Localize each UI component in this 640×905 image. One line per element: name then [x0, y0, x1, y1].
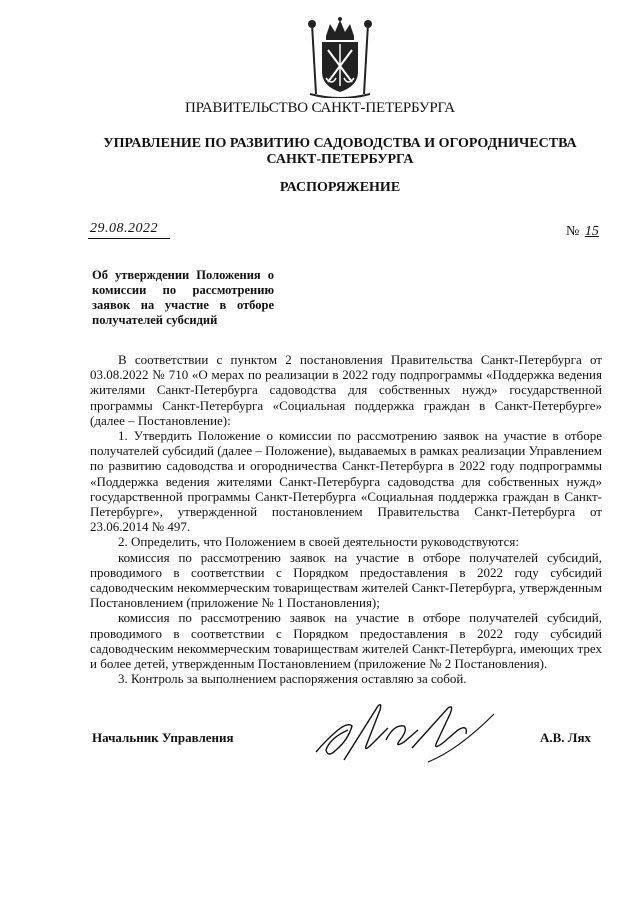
number-label: № [566, 224, 580, 239]
body-paragraph: 1. Утвердить Положение о комиссии по рассмотрению заявок на участие в отборе получателей субсидий (далее – Положение), выдаваемых в рамках реализации Управлением по развитию садоводства и огородничества Санкт-Петербурга в 2022 году подпрограммы «Поддержка ведения жителями Санкт-Петербурга садоводства для собственных нужд» государственной программы Санкт-Петербурга «Социальная поддержка граждан в Санкт-Петербурге», утвержденной постановлением Правительства Санкт-Петербурга от 23.06.2014 № 497. [90, 428, 602, 535]
body-paragraph: 3. Контроль за выполнением распоряжения оставляю за собой. [118, 671, 467, 687]
document-number [566, 224, 599, 240]
body-paragraph: 2. Определить, что Положением в своей деятельности руководствуются: [118, 534, 519, 550]
document-body [90, 352, 602, 686]
st-petersburg-coat-of-arms-icon [302, 16, 378, 98]
date-underline [88, 238, 170, 239]
body-paragraph: комиссия по рассмотрению заявок на участие в отборе получателей субсидий, проводимого в соответствии с Порядком предоставления в 2022 году субсидий садоводческим некоммерческим товариществам жителей Санкт-Петербурга, утвержденным Постановлением (приложение № 1 Постановления); [90, 549, 602, 611]
department-title-line2: САНКТ-ПЕТЕРБУРГА [266, 152, 414, 167]
department-title-line1: УПРАВЛЕНИЕ ПО РАЗВИТИЮ САДОВОДСТВА И ОГОРОДНИЧЕСТВА [103, 136, 577, 151]
signatory-title: Начальник Управления [92, 730, 234, 745]
government-title: ПРАВИТЕЛЬСТВО САНКТ-ПЕТЕРБУРГА [185, 100, 455, 116]
signatory-name: А.В. Лях [540, 730, 592, 745]
document-subject: Об утверждении Положения о комиссии по рассмотрению заявок на участие в отборе получателей субсидий [92, 268, 274, 327]
body-paragraph: комиссия по рассмотрению заявок на участие в отборе получателей субсидий, проводимого в соответствии с Порядком предоставления в 2022 году субсидий садоводческим некоммерческим товариществам жителей Санкт-Петербурга, имеющих трех и более детей, утвержденным Постановлением (приложение № 2 Постановления). [90, 610, 602, 672]
handwritten-signature [308, 700, 498, 770]
body-paragraph: В соответствии с пунктом 2 постановления Правительства Санкт-Петербурга от 03.08.2022 № 710 «О мерах по реализации в 2022 году подпрограммы «Поддержка ведения жителями Санкт-Петербурга садоводства для собственных нужд» государственной программы Санкт-Петербурга «Социальная поддержка граждан в Санкт-Петербурге» (далее – Постановление): [90, 352, 602, 428]
department-title [100, 136, 580, 168]
document-date: 29.08.2022 [90, 221, 158, 236]
document-type: РАСПОРЯЖЕНИЕ [279, 180, 401, 195]
number-value: 15 [584, 224, 599, 239]
